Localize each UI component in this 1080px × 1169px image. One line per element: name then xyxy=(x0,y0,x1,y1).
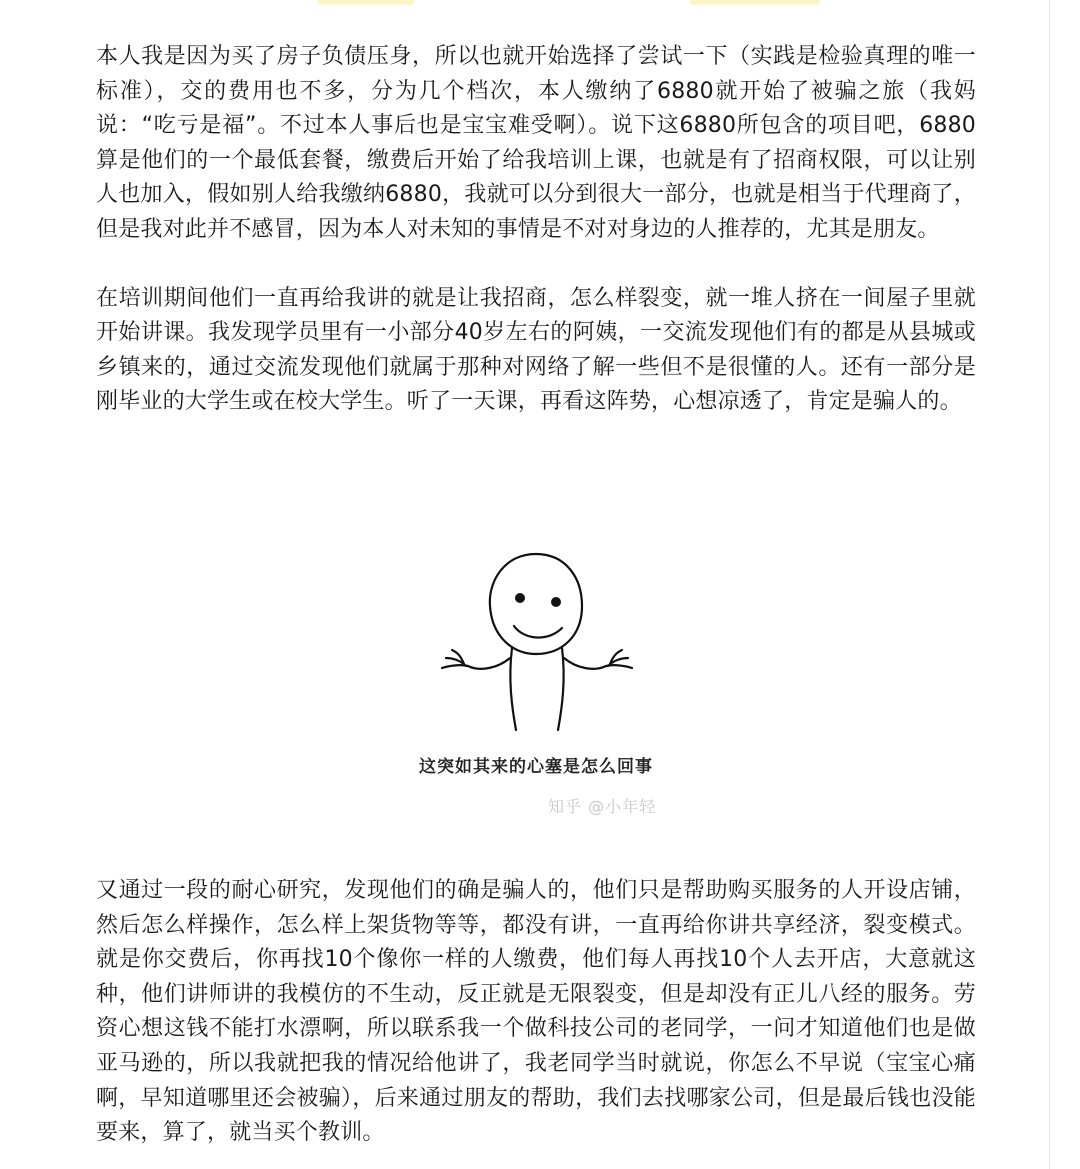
paragraph-1: 本人我是因为买了房子负债压身，所以也就开始选择了尝试一下（实践是检验真理的唯一标准），交的费用也不多，分为几个档次，本人缴纳了6880就开始了被骗之旅（我妈说：“吃亏是福”。不过本人事后也是宝宝难受啊）。说下这6880所包含的项目吧，6880算是他们的一个最低套餐，缴费后开始了给我培训上课，也就是有了招商权限，可以让别人也加入，假如别人给我缴纳6880，我就可以分到很大一部分，也就是相当于代理商了，但是我对此并不感冒，因为本人对未知的事情是不对对身边的人推荐的，尤其是朋友。 xyxy=(96,44,976,242)
top-highlight-left xyxy=(318,0,414,5)
article-body-continued xyxy=(96,874,976,1151)
meme-caption: 这突如其来的心塞是怎么回事 xyxy=(419,757,653,777)
shrug-stickman-icon xyxy=(416,540,656,740)
paragraph-3: 又通过一段的耐心研究，发现他们的确是骗人的，他们只是帮助购买服务的人开设店铺，然后怎么样操作，怎么样上架货物等等，都没有讲，一直再给你讲共享经济，裂变模式。就是你交费后，你再找10个像你一样的人缴费，他们每人再找10个人去开店，大意就这种，他们讲师讲的我模仿的不生动，反正就是无限裂变，但是却没有正儿八经的服务。劳资心想这钱不能打水漂啊，所以联系我一个做科技公司的老同学，一问才知道他们也是做亚马逊的，所以我就把我的情况给他讲了，我老同学当时就说，你怎么不早说（宝宝心痛啊，早知道哪里还会被骗），后来通过朋友的帮助，我们去找哪家公司，但是最后钱也没能要来，算了，就当买个教训。 xyxy=(96,878,976,1146)
meme-image xyxy=(96,540,976,840)
top-highlight-right xyxy=(690,0,820,5)
article-body xyxy=(96,40,976,420)
right-border-line xyxy=(1049,0,1050,1169)
zhihu-watermark: 知乎 @小年轻 xyxy=(548,797,657,816)
paragraph-2: 在培训期间他们一直再给我讲的就是让我招商，怎么样裂变，就一堆人挤在一间屋子里就开始讲课。我发现学员里有一小部分40岁左右的阿姨，一交流发现他们有的都是从县城或乡镇来的，通过交流发现他们就属于那种对网络了解一些但不是很懂的人。还有一部分是刚毕业的大学生或在校大学生。听了一天课，再看这阵势，心想凉透了，肯定是骗人的。 xyxy=(96,285,976,415)
